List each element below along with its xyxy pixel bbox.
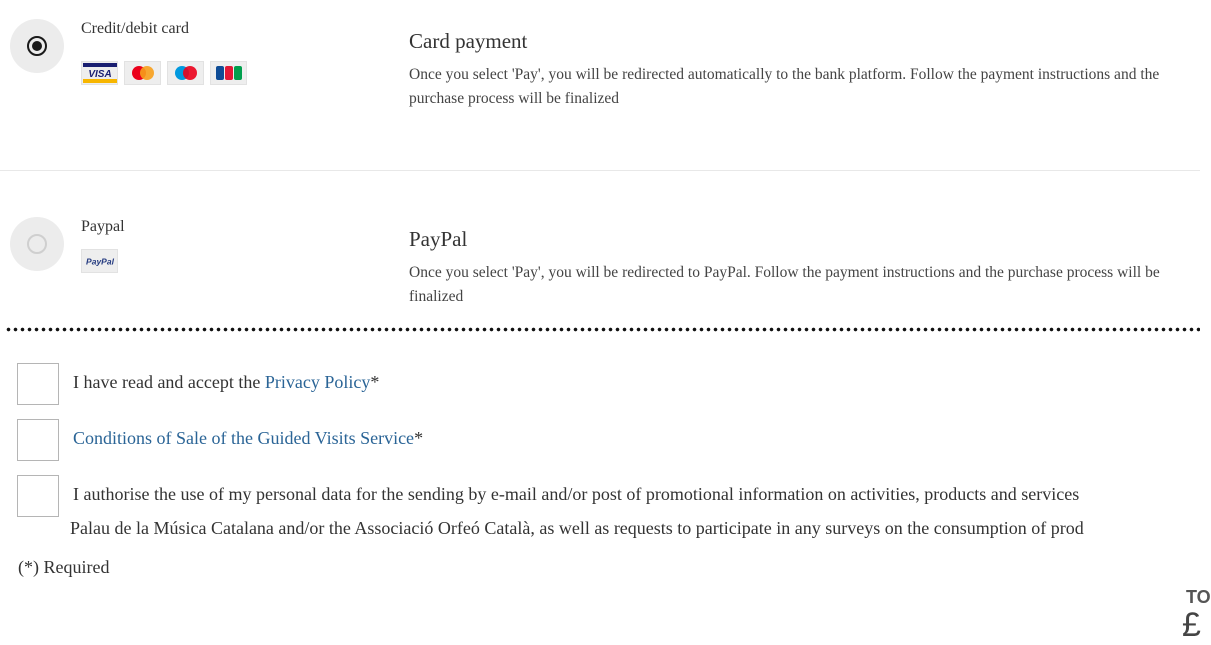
paypal-logo-icon <box>81 249 118 273</box>
visa-logo-icon <box>81 61 118 85</box>
section-divider <box>0 170 1200 171</box>
paypal-radio[interactable] <box>10 217 64 271</box>
total-label: TO <box>1186 587 1211 607</box>
card-method-label: Credit/debit card <box>81 20 189 37</box>
marketing-consent-checkbox[interactable] <box>17 475 59 517</box>
radio-selected-dot <box>32 41 42 51</box>
jcb-logo-icon <box>210 61 247 85</box>
mastercard-logo-icon <box>124 61 161 85</box>
card-logos <box>81 61 247 85</box>
card-payment-description: Once you select 'Pay', you will be redirected automatically to the bank platform. Follow the payment instructions and the purchase process will be finalized <box>409 66 1160 107</box>
paypal-method-label: Paypal <box>81 218 125 235</box>
privacy-policy-consent <box>73 372 379 393</box>
paypal-title: PayPal <box>409 227 468 251</box>
conditions-of-sale-consent <box>73 428 423 449</box>
paypal-logo-text: PayPal <box>85 256 114 267</box>
conditions-of-sale-checkbox[interactable] <box>17 419 59 461</box>
paypal-description: Once you select 'Pay', you will be redirected to PayPal. Follow the payment instructions and the purchase process will be finalized <box>409 264 1160 305</box>
total-value: £ <box>1182 606 1201 644</box>
required-note: (*) Required <box>18 557 110 577</box>
dotted-divider <box>5 327 1200 332</box>
privacy-policy-checkbox[interactable] <box>17 363 59 405</box>
visa-logo-text: VISA <box>87 69 112 80</box>
privacy-consent-prefix: I have read and accept the <box>73 372 265 392</box>
marketing-consent-line2: Palau de la Música Catalana and/or the Associació Orfeó Català, as well as requests to participate in any surveys on the consumption of prod <box>70 518 1084 538</box>
card-payment-title: Card payment <box>409 29 528 53</box>
marketing-consent-line1: I authorise the use of my personal data for the sending by e-mail and/or post of promotional information on activities, products and services <box>73 484 1080 504</box>
card-payment-radio[interactable] <box>10 19 64 73</box>
privacy-policy-link[interactable]: Privacy Policy <box>264 372 371 392</box>
required-asterisk: * <box>370 372 380 392</box>
radio-ring <box>27 234 47 254</box>
paypal-logos <box>81 249 118 273</box>
conditions-of-sale-link[interactable]: Conditions of Sale of the Guided Visits Service <box>73 428 415 448</box>
required-asterisk: * <box>414 428 424 448</box>
radio-ring <box>27 36 47 56</box>
maestro-logo-icon <box>167 61 204 85</box>
